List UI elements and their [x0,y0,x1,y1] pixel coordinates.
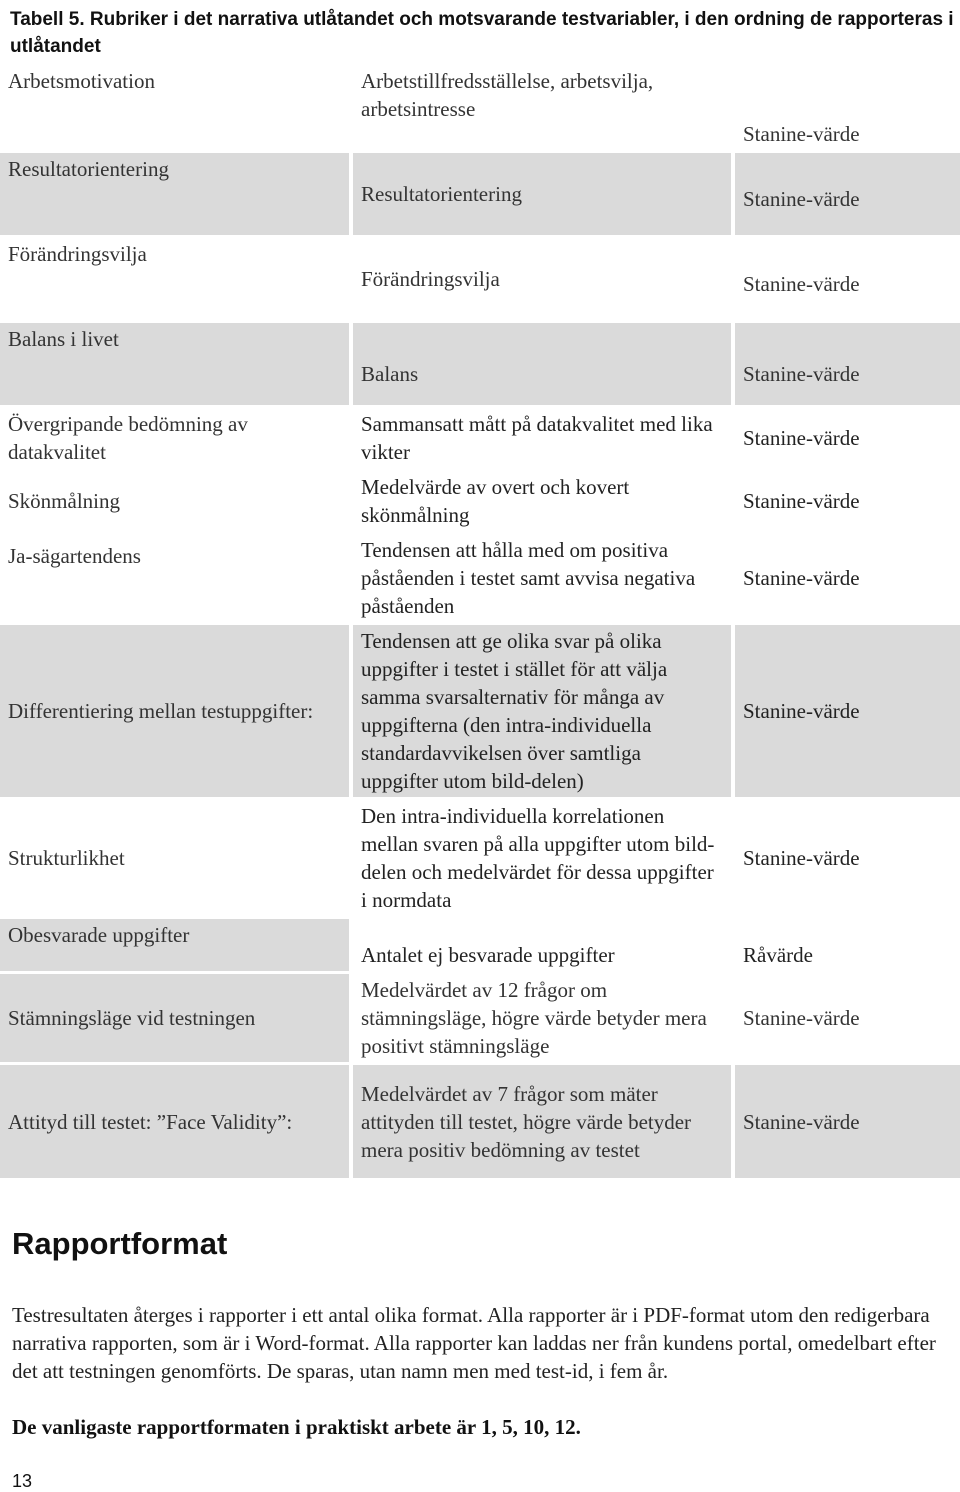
row-variable: Tendensen att ge olika svar på olika uppgifter i testet i stället för att välja samma svarsalternativ för många av uppgifterna (den intra-individuella standardavvikelsen över samtliga uppgifter utom bild-delen) [353,625,731,797]
row-heading: Förändringsvilja [0,238,349,320]
row-score-type: Stanine-värde [735,1065,960,1178]
row-variable: Balans [353,323,731,405]
row-variable: Tendensen att hålla med om positiva påståenden i testet samt avvisa negativa påståenden [353,534,731,622]
row-score-type: Stanine-värde [735,153,960,235]
table-row [0,408,960,468]
table-row [0,625,960,797]
section-bold-line: De vanligaste rapportformaten i praktiskt arbete är 1, 5, 10, 12. [12,1415,581,1439]
row-score-type: Stanine-värde [735,974,960,1062]
row-heading: Balans i livet [0,323,349,405]
row-variable: Sammansatt mått på datakvalitet med lika vikter [353,408,731,468]
row-score-type: Stanine-värde [735,65,960,150]
row-heading: Resultatorientering [0,153,349,235]
table-row [0,323,960,405]
row-variable: Den intra-individuella korrelationen mellan svaren på alla uppgifter utom bild-delen och medelvärdet för dessa uppgifter i normdata [353,800,731,916]
row-variable: Medelvärde av overt och kovert skönmålning [353,471,731,531]
row-score-type: Råvärde [735,919,960,971]
row-score-type: Stanine-värde [735,800,960,916]
row-variable: Medelvärdet av 12 frågor om stämningsläge, högre värde betyder mera positivt stämningsläge [353,974,731,1062]
row-score-type: Stanine-värde [735,408,960,468]
table-row [0,238,960,320]
section-paragraph: Testresultaten återges i rapporter i ett antal olika format. Alla rapporter är i PDF-format utom den redigerbara narrativa rapporten, som är i Word-format. Alla rapporter kan laddas ner från kundens portal, omedelbart efter det att testningen genomförts. De sparas, utan namn men med test-id, i fem år. [12,1303,936,1383]
row-heading: Ja-sägartendens [0,534,349,622]
report-variables-table [0,62,960,1181]
row-heading: Skönmålning [0,471,349,531]
row-heading: Arbetsmotivation [0,65,349,150]
table-row [0,1065,960,1178]
row-heading: Övergripande bedömning av datakvalitet [0,408,349,468]
row-variable: Arbetstillfredsställelse, arbetsvilja, arbetsintresse [353,65,731,150]
table-row [0,919,960,971]
row-score-type: Stanine-värde [735,323,960,405]
table-row [0,974,960,1062]
row-heading: Stämningsläge vid testningen [0,974,349,1062]
row-variable: Antalet ej besvarade uppgifter [353,919,731,971]
row-heading: Attityd till testet: ”Face Validity”: [0,1065,349,1178]
section-heading: Rapportformat [12,1226,228,1261]
row-score-type: Stanine-värde [735,534,960,622]
row-score-type: Stanine-värde [735,238,960,320]
row-heading: Obesvarade uppgifter [0,919,349,971]
row-variable: Medelvärdet av 7 frågor som mäter attityden till testet, högre värde betyder mera positiv bedömning av testet [353,1065,731,1178]
table-row [0,153,960,235]
table-row [0,471,960,531]
table-caption: Tabell 5. Rubriker i det narrativa utlåtandet och motsvarande testvariabler, i den ordning de rapporteras i utlåtandet [10,9,954,57]
table-row [0,800,960,916]
row-variable: Resultatorientering [353,153,731,235]
row-score-type: Stanine-värde [735,625,960,797]
table-row [0,534,960,622]
page-number: 13 [12,1471,33,1491]
row-heading: Differentiering mellan testuppgifter: [0,625,349,797]
row-heading: Strukturlikhet [0,800,349,916]
row-score-type: Stanine-värde [735,471,960,531]
row-variable: Förändringsvilja [353,238,731,320]
table-row [0,65,960,150]
